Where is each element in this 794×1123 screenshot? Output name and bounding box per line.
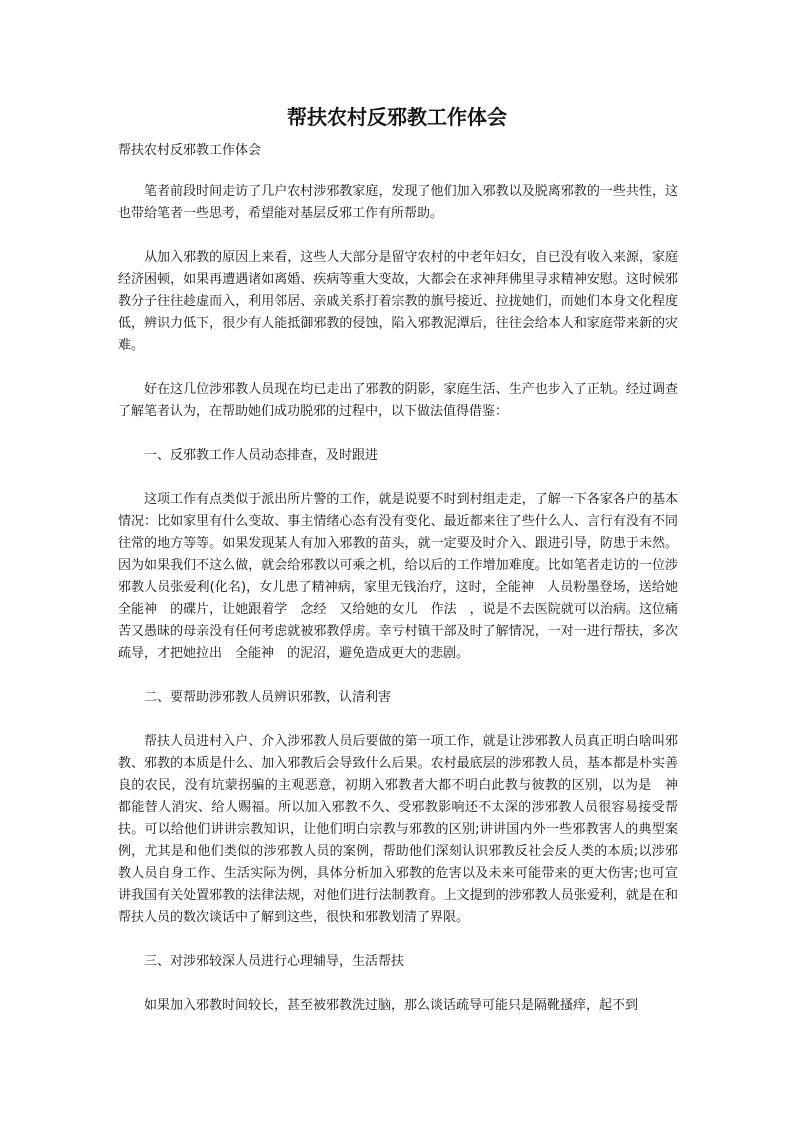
section-heading-2: 二、要帮助涉邪教人员辨识邪教，认清利害: [144, 690, 392, 705]
paragraph-recovery: 好在这几位涉邪教人员现在均已走出了邪教的阴影，家庭生活、生产也步入了正轨。经过调查了解笔者认为，在帮助她们成功脱邪的过程中，以下做法值得借鉴：: [118, 382, 678, 419]
paragraph-section-2: 帮扶人员进村入户、介入涉邪教人员后要做的第一项工作，就是让涉邪教人员真正明白啥叫邪教、邪教的本质是什么、加入邪教后会导致什么后果。农村最底层的涉邪教人员，基本都是朴实善良的农民，没有坑蒙拐骗的主观恶意，初期入邪教者大都不明白此教与彼教的区别，以为是 神 都能替人消灾、给人赐福。所以加入邪教不久、受邪教影响还不太深的涉邪教人员很容易接受帮扶。可以给他们讲讲宗教知识，让他们明白宗教与邪教的区别;讲讲国内外一些邪教害人的典型案例，尤其是和他们类似的涉邪教人员的案例，帮助他们深刻认识邪教反社会反人类的本质;以涉邪教人员自身工作、生活实际为例，具体分析加入邪教的危害以及未来可能带来的更大伤害;也可宣讲我国有关处置邪教的法律法规，对他们进行法制教育。上文提到的涉邪教人员张爱利，就是在和帮扶人员的数次谈话中了解到这些，很快和邪教划清了界限。: [118, 734, 692, 925]
document-body: [118, 140, 692, 1017]
section-heading-3: 三、对涉邪较深人员进行心理辅导，生活帮扶: [144, 954, 405, 969]
section-heading-1: 一、反邪教工作人员动态排查，及时跟进: [144, 448, 379, 463]
paragraph-section-3: 如果加入邪教时间较长，甚至被邪教洗过脑，那么谈话疏导可能只是隔靴搔痒，起不到: [144, 998, 639, 1013]
paragraph-section-1: 这项工作有点类似于派出所片警的工作，就是说要不时到村组走走，了解一下各家各户的基本情况：比如家里有什么变故、事主情绪心态有没有变化、最近都来往了些什么人、言行有没有不同往常的地方等等。如果发现某人有加入邪教的苗头，就一定要及时介入、跟进引导，防患于未然。因为如果我们不这么做，就会给邪教以可乘之机，给以后的工作增加难度。比如笔者走访的一位涉邪教人员张爱利(化名)，女儿患了精神病，家里无钱治疗，这时，全能神 人员粉墨登场，送给她 全能神 的碟片，让她跟着学 念经 又给她的女儿 作法 ，说是不去医院就可以治病。这位痛苦又愚昧的母亲没有任何考虑就被邪教俘虏。幸亏村镇干部及时了解情况，一对一进行帮扶，多次疏导，才把她拉出 全能神 的泥沼，避免造成更大的悲剧。: [118, 492, 692, 661]
document-subtitle: 帮扶农村反邪教工作体会: [118, 143, 262, 158]
paragraph-intro: 笔者前段时间走访了几户农村涉邪教家庭，发现了他们加入邪教以及脱离邪教的一些共性，这也带给笔者一些思考，希望能对基层反邪工作有所帮助。: [118, 184, 678, 221]
paragraph-causes: 从加入邪教的原因上来看，这些人大部分是留守农村的中老年妇女，自已没有收入来源，家庭经济困顿，如果再遭遇诸如离婚、疾病等重大变故，大都会在求神拜佛里寻求精神安慰。这时候邪教分子往往趁虚而入，利用邻居、亲戚关系打着宗教的旗号接近、拉拢她们，而她们本身文化程度低，辨识力低下，很少有人能抵御邪教的侵蚀，陷入邪教泥潭后，往往会给本人和家庭带来新的灾难。: [118, 250, 678, 353]
document-title: 帮扶农村反邪教工作体会: [287, 105, 507, 129]
